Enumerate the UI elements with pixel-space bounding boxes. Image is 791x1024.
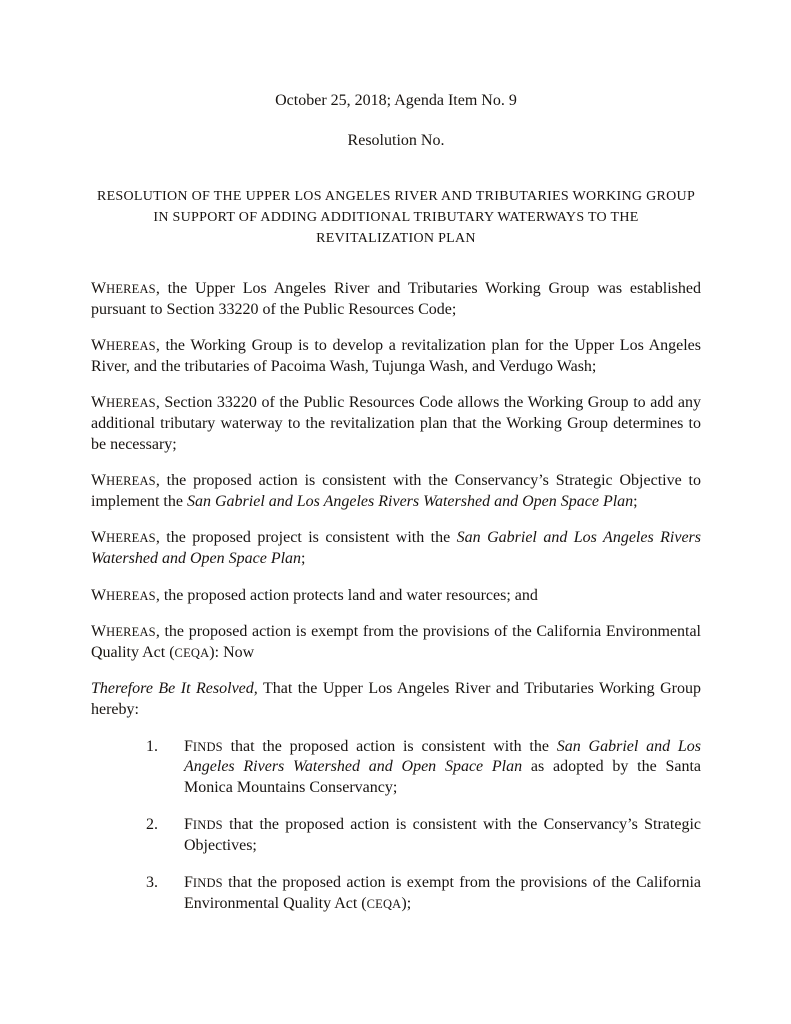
whereas-clause: WHEREAS, the proposed action is exempt from the provisions of the California Environmental Quality Act (CEQA): Now — [91, 623, 701, 661]
findings-list — [91, 737, 701, 915]
resolution-number-line: Resolution No. — [347, 132, 445, 149]
finding-item — [91, 737, 701, 799]
whereas-clause: WHEREAS, the Working Group is to develop a revitalization plan for the Upper Los Angeles River, and the tributaries of Pacoima Wash, Tujunga Wash, and Verdugo Wash; — [91, 337, 701, 375]
whereas-clause: WHEREAS, the proposed project is consistent with the San Gabriel and Los Angeles Rivers Watershed and Open Space Plan; — [91, 529, 702, 567]
finding-text: FINDS that the proposed action is consistent with the Conservancy’s Strategic Objectives; — [184, 816, 701, 854]
whereas-clause: WHEREAS, the Upper Los Angeles River and Tributaries Working Group was established pursuant to Section 33220 of the Public Resources Code; — [91, 280, 701, 318]
finding-number: 2. — [146, 816, 158, 834]
date-agenda-line: October 25, 2018; Agenda Item No. 9 — [275, 92, 517, 109]
whereas-clause: WHEREAS, Section 33220 of the Public Resources Code allows the Working Group to add any additional tributary waterway to the revitalization plan that the Working Group determines to be necessary; — [91, 394, 701, 453]
finding-text: FINDS that the proposed action is consistent with the San Gabriel and Los Angeles Rivers Watershed and Open Space Plan as adopted by the Santa Monica Mountains Conservancy; — [184, 737, 701, 796]
finding-number: 3. — [146, 874, 158, 892]
finding-text: FINDS that the proposed action is exempt from the provisions of the California Environmental Quality Act (CEQA); — [184, 874, 701, 913]
whereas-clauses — [91, 279, 701, 663]
resolution-title-line-1: RESOLUTION OF THE UPPER LOS ANGELES RIVER AND TRIBUTARIES WORKING GROUP — [96, 189, 696, 204]
whereas-clause: WHEREAS, the proposed action is consistent with the Conservancy’s Strategic Objective to implement the San Gabriel and Los Angeles Rivers Watershed and Open Space Plan; — [91, 472, 701, 510]
resolution-title-line-2: IN SUPPORT OF ADDING ADDITIONAL TRIBUTARY WATERWAYS TO THE — [153, 210, 639, 225]
finding-number: 1. — [146, 737, 158, 755]
resolution-title-line-3: REVITALIZATION PLAN — [316, 231, 476, 246]
finding-item — [91, 873, 701, 914]
whereas-clause: WHEREAS, the proposed action protects land and water resources; and — [91, 586, 538, 604]
resolved-clause: Therefore Be It Resolved, That the Upper Los Angeles River and Tributaries Working Group hereby: — [91, 680, 702, 718]
finding-item — [91, 815, 701, 856]
resolution-title — [91, 186, 701, 249]
